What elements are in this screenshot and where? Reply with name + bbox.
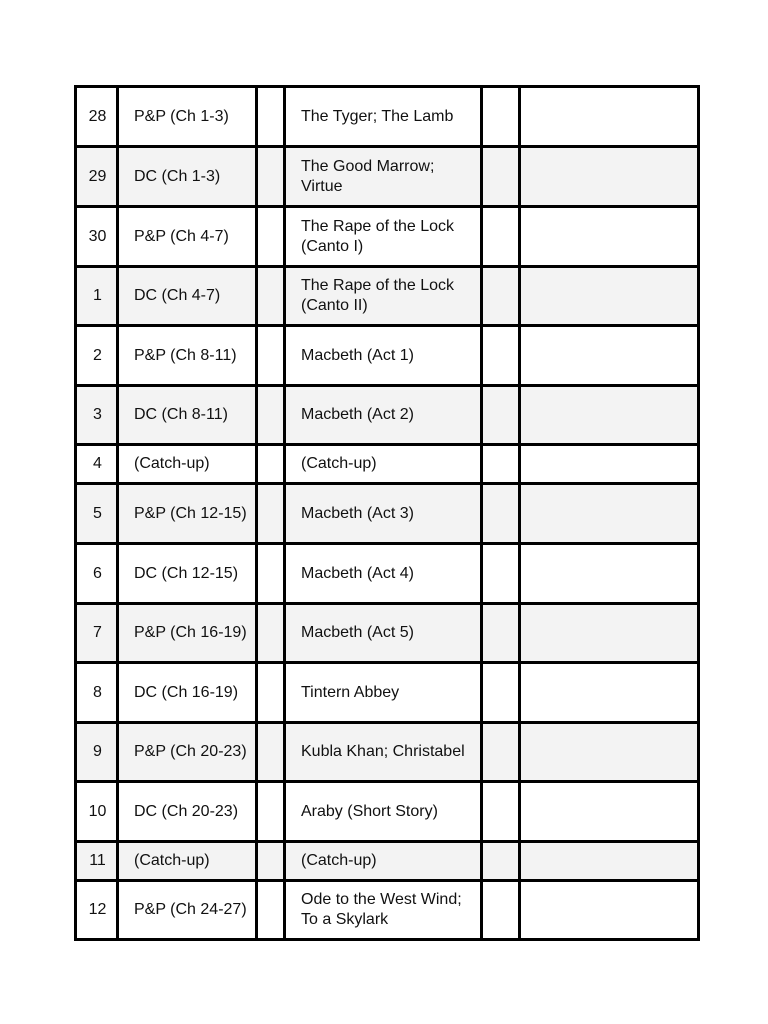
notes-cell	[520, 147, 699, 207]
day-cell-text: 9	[93, 743, 102, 760]
novel-reading-cell	[118, 445, 257, 484]
poetry-reading-cell	[285, 147, 482, 207]
poetry-check-cell	[482, 544, 520, 604]
novel-check-cell	[257, 604, 285, 663]
novel-reading-cell-text: DC (Ch 20-23)	[134, 802, 239, 820]
novel-check-cell	[257, 87, 285, 147]
poetry-reading-cell-text: (Catch-up)	[301, 852, 377, 869]
poetry-reading-cell	[285, 782, 482, 842]
poetry-check-cell	[482, 723, 520, 782]
day-cell	[76, 663, 118, 723]
novel-check-cell	[257, 267, 285, 326]
day-cell-text: 3	[93, 406, 102, 423]
notes-cell	[520, 207, 699, 267]
poetry-reading-cell	[285, 267, 482, 326]
poetry-reading-cell-text: The Good Marrow; Virtue	[301, 157, 435, 195]
poetry-reading-cell	[285, 484, 482, 544]
table-row	[76, 881, 699, 940]
notes-cell	[520, 386, 699, 445]
poetry-reading-cell-text: Macbeth (Act 4)	[301, 564, 414, 582]
novel-check-cell	[257, 386, 285, 445]
poetry-check-cell	[482, 267, 520, 326]
day-cell	[76, 484, 118, 544]
poetry-reading-cell	[285, 445, 482, 484]
table-row	[76, 147, 699, 207]
notes-cell	[520, 604, 699, 663]
novel-reading-cell-text: DC (Ch 16-19)	[134, 683, 239, 701]
day-cell	[76, 267, 118, 326]
novel-reading-cell	[118, 723, 257, 782]
novel-reading-cell-text: (Catch-up)	[134, 852, 210, 869]
novel-check-cell	[257, 663, 285, 723]
poetry-check-cell	[482, 881, 520, 940]
poetry-check-cell	[482, 445, 520, 484]
day-cell-text: 5	[93, 504, 102, 522]
poetry-reading-cell-text: The Tyger; The Lamb	[301, 107, 454, 125]
poetry-check-cell	[482, 782, 520, 842]
novel-reading-cell	[118, 782, 257, 842]
novel-check-cell	[257, 723, 285, 782]
day-cell	[76, 604, 118, 663]
poetry-check-cell	[482, 484, 520, 544]
notes-cell	[520, 842, 699, 881]
novel-reading-cell	[118, 842, 257, 881]
poetry-reading-cell-text: The Rape of the Lock (Canto I)	[301, 217, 454, 255]
table-row	[76, 604, 699, 663]
table-row	[76, 267, 699, 326]
novel-check-cell	[257, 147, 285, 207]
novel-check-cell	[257, 842, 285, 881]
notes-cell	[520, 445, 699, 484]
day-cell	[76, 326, 118, 386]
notes-cell	[520, 484, 699, 544]
notes-cell	[520, 267, 699, 326]
novel-check-cell	[257, 445, 285, 484]
novel-reading-cell	[118, 386, 257, 445]
novel-check-cell	[257, 484, 285, 544]
table-row	[76, 207, 699, 267]
novel-reading-cell-text: DC (Ch 1-3)	[134, 167, 221, 185]
day-cell-text: 1	[93, 287, 102, 304]
notes-cell	[520, 663, 699, 723]
day-cell-text: 11	[89, 852, 106, 869]
poetry-reading-cell	[285, 386, 482, 445]
day-cell-text: 7	[93, 624, 102, 641]
novel-reading-cell-text: DC (Ch 8-11)	[134, 406, 228, 423]
table-row	[76, 87, 699, 147]
poetry-check-cell	[482, 207, 520, 267]
novel-reading-cell-text: P&P (Ch 8-11)	[134, 346, 237, 364]
day-cell	[76, 842, 118, 881]
poetry-reading-cell	[285, 604, 482, 663]
day-cell	[76, 544, 118, 604]
poetry-reading-cell	[285, 881, 482, 940]
novel-reading-cell	[118, 604, 257, 663]
novel-reading-cell-text: P&P (Ch 1-3)	[134, 107, 229, 125]
poetry-check-cell	[482, 604, 520, 663]
novel-reading-cell	[118, 147, 257, 207]
novel-check-cell	[257, 782, 285, 842]
table-row	[76, 445, 699, 484]
day-cell-text: 30	[88, 227, 107, 245]
novel-reading-cell-text: DC (Ch 4-7)	[134, 287, 221, 304]
table-row	[76, 386, 699, 445]
poetry-check-cell	[482, 147, 520, 207]
poetry-check-cell	[482, 663, 520, 723]
day-cell-text: 10	[88, 802, 107, 820]
novel-reading-cell	[118, 544, 257, 604]
poetry-reading-cell	[285, 663, 482, 723]
day-cell-text: 28	[88, 107, 107, 125]
table-row	[76, 842, 699, 881]
day-cell	[76, 147, 118, 207]
day-cell	[76, 881, 118, 940]
table-row	[76, 544, 699, 604]
day-cell-text: 4	[93, 455, 102, 472]
novel-reading-cell-text: (Catch-up)	[134, 455, 210, 472]
novel-reading-cell	[118, 484, 257, 544]
table-row	[76, 723, 699, 782]
novel-reading-cell	[118, 663, 257, 723]
poetry-check-cell	[482, 87, 520, 147]
novel-reading-cell	[118, 267, 257, 326]
novel-check-cell	[257, 881, 285, 940]
poetry-reading-cell-text: Macbeth (Act 1)	[301, 346, 414, 364]
novel-reading-cell-text: DC (Ch 12-15)	[134, 564, 239, 582]
day-cell-text: 6	[93, 564, 102, 582]
notes-cell	[520, 881, 699, 940]
poetry-reading-cell	[285, 842, 482, 881]
poetry-check-cell	[482, 326, 520, 386]
poetry-reading-cell	[285, 207, 482, 267]
novel-check-cell	[257, 326, 285, 386]
day-cell	[76, 87, 118, 147]
novel-reading-cell-text: P&P (Ch 20-23)	[134, 743, 247, 760]
poetry-reading-cell-text: The Rape of the Lock (Canto II)	[301, 277, 454, 314]
poetry-reading-cell-text: Tintern Abbey	[301, 683, 400, 701]
poetry-reading-cell	[285, 723, 482, 782]
day-cell-text: 29	[88, 167, 107, 185]
poetry-reading-cell	[285, 326, 482, 386]
novel-reading-cell	[118, 326, 257, 386]
poetry-check-cell	[482, 842, 520, 881]
day-cell	[76, 386, 118, 445]
table-row	[76, 484, 699, 544]
novel-reading-cell-text: P&P (Ch 24-27)	[134, 901, 247, 918]
poetry-reading-cell-text: Ode to the West Wind; To a Skylark	[301, 891, 462, 928]
table-row	[76, 663, 699, 723]
day-cell-text: 2	[93, 346, 102, 364]
day-cell	[76, 207, 118, 267]
novel-check-cell	[257, 207, 285, 267]
table-row	[76, 782, 699, 842]
novel-check-cell	[257, 544, 285, 604]
novel-reading-cell	[118, 207, 257, 267]
poetry-reading-cell-text: (Catch-up)	[301, 455, 377, 472]
day-cell-text: 8	[93, 683, 102, 701]
day-cell	[76, 782, 118, 842]
notes-cell	[520, 87, 699, 147]
poetry-reading-cell-text: Macbeth (Act 5)	[301, 624, 414, 641]
notes-cell	[520, 326, 699, 386]
notes-cell	[520, 723, 699, 782]
day-cell-text: 12	[88, 901, 107, 918]
poetry-reading-cell-text: Macbeth (Act 3)	[301, 504, 414, 522]
novel-reading-cell-text: P&P (Ch 12-15)	[134, 504, 247, 522]
reading-schedule-table	[74, 85, 700, 941]
poetry-reading-cell	[285, 87, 482, 147]
poetry-reading-cell-text: Kubla Khan; Christabel	[301, 743, 465, 760]
notes-cell	[520, 544, 699, 604]
novel-reading-cell	[118, 881, 257, 940]
table-row	[76, 326, 699, 386]
novel-reading-cell-text: P&P (Ch 4-7)	[134, 227, 229, 245]
poetry-check-cell	[482, 386, 520, 445]
novel-reading-cell	[118, 87, 257, 147]
poetry-reading-cell-text: Macbeth (Act 2)	[301, 406, 414, 423]
day-cell	[76, 723, 118, 782]
day-cell	[76, 445, 118, 484]
notes-cell	[520, 782, 699, 842]
poetry-reading-cell-text: Araby (Short Story)	[301, 802, 438, 820]
novel-reading-cell-text: P&P (Ch 16-19)	[134, 624, 247, 641]
poetry-reading-cell	[285, 544, 482, 604]
